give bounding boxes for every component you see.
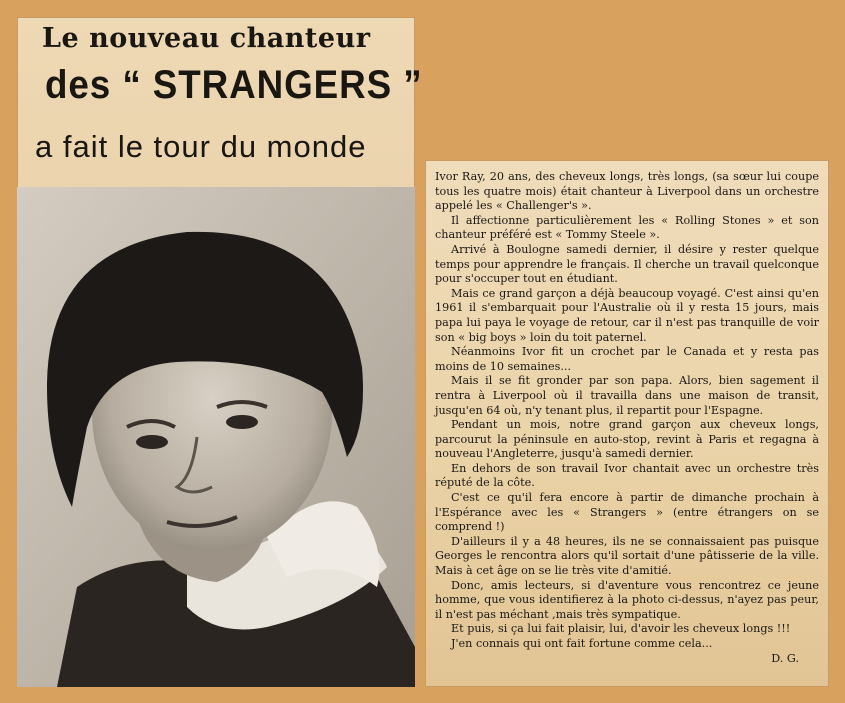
article-paragraph: Mais il se fit gronder par son papa. Alors, bien sagement il rentra à Liverpool où il travailla dans une maison de transit, jusqu'en 64 où, n'y tenant plus, il repartit pour l'Espagne.: [435, 374, 819, 417]
article-paragraph: J'en connais qui ont fait fortune comme cela...: [451, 637, 713, 650]
article-paragraph: Mais ce grand garçon a déjà beaucoup voyagé. C'est ainsi qu'en 1961 il s'embarquait pour l'Australie où il y resta 15 jours, mais papa lui paya le voyage de retour, car il n'est pas tranquille de voir son « big boys » loin du toit paternel.: [435, 286, 819, 344]
article-paragraph: Il affectionne particulièrement les « Rolling Stones » et son chanteur préféré est « Tommy Steele ».: [435, 213, 819, 242]
headline-line-2: des “ STRANGERS ”: [45, 63, 423, 107]
article-paragraph: Néanmoins Ivor fit un crochet par le Canada et y resta pas moins de 10 semaines...: [435, 345, 819, 373]
article-paragraph: Et puis, si ça lui fait plaisir, lui, d'avoir les cheveux longs !!!: [451, 622, 791, 636]
article-paragraph: Pendant un mois, notre grand garçon aux cheveux longs, parcourut la péninsule en auto-stop, revint à Paris et regagna à nouveau l'Angleterre, jusqu'à samedi dernier.: [435, 418, 819, 461]
headline-line-1: Le nouveau chanteur: [42, 23, 371, 54]
headline-line-3: a fait le tour du monde: [35, 129, 367, 164]
headline-photo-clipping: [17, 17, 423, 687]
portrait-photo: [17, 187, 415, 687]
article-paragraph: C'est ce qu'il fera encore à partir de dimanche prochain à l'Espérance avec les « Strangers » (entre étrangers on se comprend !): [435, 491, 819, 534]
portrait-photo-icon: [17, 187, 415, 687]
article-body: [435, 170, 819, 666]
article-paragraph: Ivor Ray, 20 ans, des cheveux longs, très longs, (sa sœur lui coupe tous les quatre mois) était chanteur à Liverpool dans un orchestre appelé les « Challenger's ».: [435, 170, 819, 213]
article-paragraph: Donc, amis lecteurs, si d'aventure vous rencontrez ce jeune homme, que vous identifierez à la photo ci-dessus, n'ayez pas peur, il n'est pas méchant ,mais très sympatique.: [435, 578, 819, 621]
article-clipping: [425, 160, 829, 687]
article-paragraph: D'ailleurs il y a 48 heures, ils ne se connaissaient pas puisque Georges le rencontra alors qu'il sortait d'une pâtisserie de la ville. Mais à cet âge on se lie très vite d'amitié.: [435, 534, 819, 578]
article-paragraph: Arrivé à Boulogne samedi dernier, il désire y rester quelque temps pour apprendre le français. Il cherche un travail quelconque pour s'occuper tout en étudiant.: [435, 242, 819, 286]
article-signature: D. G.: [771, 651, 799, 665]
article-paragraph: En dehors de son travail Ivor chantait avec un orchestre très réputé de la côte.: [435, 461, 819, 490]
